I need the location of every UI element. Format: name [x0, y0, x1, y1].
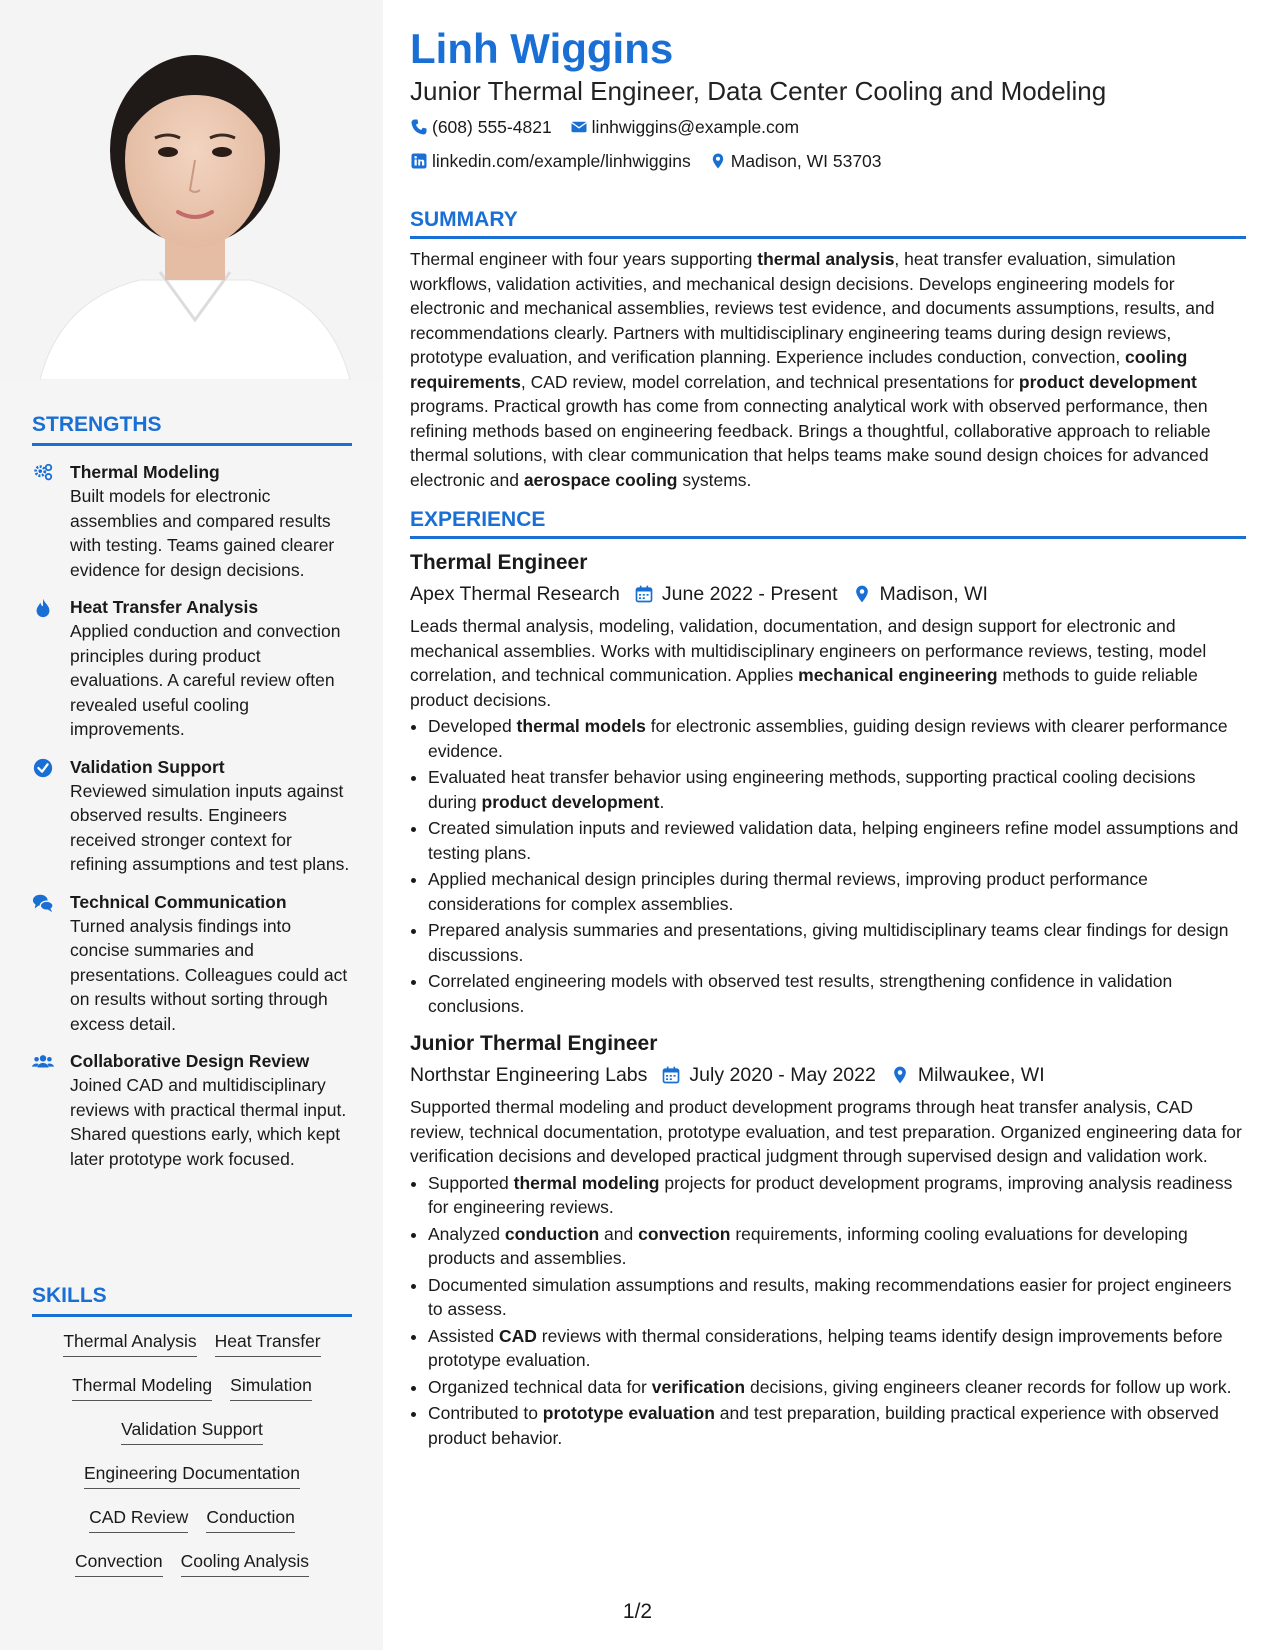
skill-tag: Cooling Analysis — [181, 1550, 309, 1577]
company-name: Apex Thermal Research — [410, 583, 620, 605]
location-text: Madison, WI 53703 — [730, 150, 882, 171]
skills-list — [32, 1330, 352, 1594]
job-bullet: • Developed thermal models for electronic assemblies, guiding design reviews with clearer performance evidence. — [428, 714, 1246, 763]
strength-item — [32, 755, 352, 877]
summary-title: SUMMARY — [410, 208, 1246, 239]
strength-item — [32, 595, 352, 742]
strength-title: Validation Support — [70, 756, 225, 777]
job-bullet: • Applied mechanical design principles during thermal reviews, improving product performance considerations for complex assemblies. — [428, 867, 1246, 916]
job-bullet: • Correlated engineering models with observed test results, strengthening confidence in validation conclusions. — [428, 969, 1246, 1018]
skills-title: SKILLS — [32, 1284, 352, 1317]
strength-item — [32, 890, 352, 1037]
phone-contact[interactable] — [410, 117, 552, 138]
job-bullet: • Prepared analysis summaries and presentations, giving multidisciplinary teams clear findings for design discussions. — [428, 918, 1246, 967]
strength-title: Thermal Modeling — [70, 462, 220, 482]
strength-description: Joined CAD and multidisciplinary reviews with practical thermal input. Shared questions early, which kept later prototype work focused. — [70, 1075, 347, 1169]
sidebar — [0, 0, 383, 1650]
linkedin-url: linkedin.com/example/linhwiggins — [432, 150, 691, 171]
skill-tag: Heat Transfer — [215, 1330, 321, 1357]
job-meta — [410, 1061, 1246, 1089]
strengths-list — [32, 460, 352, 1184]
bold-keyword: conduction — [504, 1223, 600, 1244]
strength-title: Heat Transfer Analysis — [70, 597, 259, 617]
strength-item — [32, 1049, 352, 1171]
candidate-headline: Junior Thermal Engineer, Data Center Cooling and Modeling — [410, 76, 1107, 106]
job-bullet: • Evaluated heat transfer behavior using engineering methods, supporting practical cooling decisions during product development. — [428, 765, 1246, 814]
linkedin-icon — [410, 152, 428, 170]
job-location: Milwaukee, WI — [917, 1064, 1045, 1086]
envelope-icon — [570, 118, 588, 136]
users-icon — [32, 1049, 70, 1171]
chat-bubbles-icon — [32, 890, 70, 1037]
job-dates: June 2022 - Present — [661, 583, 838, 605]
job-dates: July 2020 - May 2022 — [689, 1064, 876, 1086]
skill-tag: Validation Support — [121, 1418, 263, 1445]
strength-title: Collaborative Design Review — [70, 1051, 310, 1071]
company-name: Northstar Engineering Labs — [410, 1064, 648, 1086]
profile-photo — [0, 0, 383, 380]
contact-row — [410, 148, 1246, 174]
bold-keyword: thermal analysis — [757, 249, 895, 269]
job-entry — [410, 1030, 1246, 1450]
skill-tag: Engineering Documentation — [84, 1462, 300, 1489]
job-bullet: • Supported thermal modeling projects for product development programs, improving analysis readiness for engineering reviews. — [428, 1171, 1246, 1220]
job-bullets — [410, 714, 1246, 1018]
skill-tag: Thermal Modeling — [72, 1374, 212, 1401]
gears-icon — [32, 460, 70, 582]
check-circle-icon — [32, 755, 70, 877]
bold-keyword: thermal models — [516, 716, 646, 736]
map-pin-icon — [852, 584, 872, 604]
summary-text: Thermal engineer with four years supporting thermal analysis, heat transfer evaluation, simulation workflows, validation activities, and mechanical design decisions. Develops engineering models for electronic and mechanical assemblies, reviews test evidence, and documents assumptions, results, and recommendations clearly. Partners with multidisciplinary engineering teams during design reviews, prototype evaluation, and verification planning. Experience includes conduction, convection, cooling requirements, CAD review, model correlation, and technical presentations for product development programs. Practical growth has come from connecting analytical work with observed performance, then refining methods based on engineering feedback. Brings a thoughtful, collaborative approach to reliable thermal solutions, with clear communication that helps teams make sound design choices for advanced electronic and aerospace cooling systems. — [410, 249, 1215, 490]
bold-keyword: mechanical engineering — [798, 665, 998, 685]
contact-row — [410, 114, 1246, 140]
job-bullet: • Contributed to prototype evaluation and test preparation, building practical experience with observed product behavior. — [428, 1401, 1246, 1450]
job-title: Junior Thermal Engineer — [410, 1032, 658, 1055]
strength-description: Applied conduction and convection principles during product evaluations. A careful review often revealed useful cooling improvements. — [70, 621, 341, 739]
strength-description: Built models for electronic assemblies and compared results with testing. Teams gained clearer evidence for design decisions. — [70, 486, 335, 580]
job-bullet: • Documented simulation assumptions and results, making recommendations easier for project engineers to assess. — [428, 1273, 1246, 1322]
skill-tag: Simulation — [230, 1374, 312, 1401]
bold-keyword: prototype evaluation — [542, 1403, 715, 1423]
candidate-name: Linh Wiggins — [410, 25, 674, 72]
bold-keyword: product development — [1018, 371, 1197, 392]
bold-keyword: cooling requirements — [410, 347, 1188, 392]
profile-photo-illustration — [0, 0, 383, 380]
job-meta — [410, 580, 1246, 608]
strength-description: Reviewed simulation inputs against observed results. Engineers received stronger context for refining assumptions and test plans. — [70, 780, 350, 874]
job-bullets — [410, 1171, 1246, 1451]
page-number: 1/2 — [622, 1600, 653, 1623]
bold-keyword: thermal modeling — [513, 1172, 660, 1193]
job-bullet: • Analyzed conduction and convection requirements, informing cooling evaluations for developing products and assemblies. — [428, 1222, 1246, 1271]
linkedin-contact[interactable] — [410, 151, 691, 172]
job-bullet: • Organized technical data for verification decisions, giving engineers cleaner records for follow up work. — [428, 1375, 1246, 1400]
email-address: linhwiggins@example.com — [591, 116, 800, 137]
bold-keyword: verification — [651, 1376, 746, 1397]
strength-description: Turned analysis findings into concise summaries and presentations. Colleagues could act on results without sorting through excess detail. — [70, 915, 348, 1034]
skill-tag: Convection — [75, 1550, 163, 1577]
skill-tag: Conduction — [206, 1506, 295, 1533]
strength-item — [32, 460, 352, 582]
map-pin-icon — [709, 152, 727, 170]
job-description: Leads thermal analysis, modeling, validation, documentation, and design support for electronic and mechanical assemblies. Works with multidisciplinary engineers on performance reviews, testing, model correlation, and technical communication. Applies mechanical engineering methods to guide reliable product decisions. — [410, 616, 1207, 710]
map-pin-icon — [890, 1065, 910, 1085]
experience-title: EXPERIENCE — [410, 508, 1246, 539]
job-bullet: • Created simulation inputs and reviewed validation data, helping engineers refine model assumptions and testing plans. — [428, 816, 1246, 865]
job-title: Thermal Engineer — [410, 551, 588, 574]
strength-title: Technical Communication — [70, 891, 287, 912]
main-content — [410, 24, 1246, 1450]
bold-keyword: product development — [481, 791, 660, 812]
job-entry — [410, 549, 1246, 1018]
bold-keyword: aerospace cooling — [523, 469, 678, 490]
job-bullet: • Assisted CAD reviews with thermal considerations, helping teams identify design improvements before prototype evaluation. — [428, 1324, 1246, 1373]
flame-icon — [32, 595, 70, 742]
bold-keyword: CAD — [499, 1325, 537, 1346]
job-description: Supported thermal modeling and product development programs through heat transfer analysis, CAD review, technical documentation, prototype evaluation, and test preparation. Organized engineering data for verification decisions and developed practical judgment through supervised design and validation work. — [410, 1097, 1242, 1166]
phone-icon — [410, 118, 428, 136]
calendar-icon — [634, 584, 654, 604]
email-contact[interactable] — [570, 117, 799, 138]
bold-keyword: convection — [638, 1223, 731, 1244]
job-location: Madison, WI — [879, 583, 988, 605]
skill-tag: CAD Review — [89, 1506, 188, 1533]
phone-number: (608) 555-4821 — [432, 116, 552, 137]
strengths-title: STRENGTHS — [32, 413, 352, 446]
skill-tag: Thermal Analysis — [63, 1330, 196, 1357]
location-contact — [709, 151, 882, 172]
calendar-icon — [661, 1065, 681, 1085]
